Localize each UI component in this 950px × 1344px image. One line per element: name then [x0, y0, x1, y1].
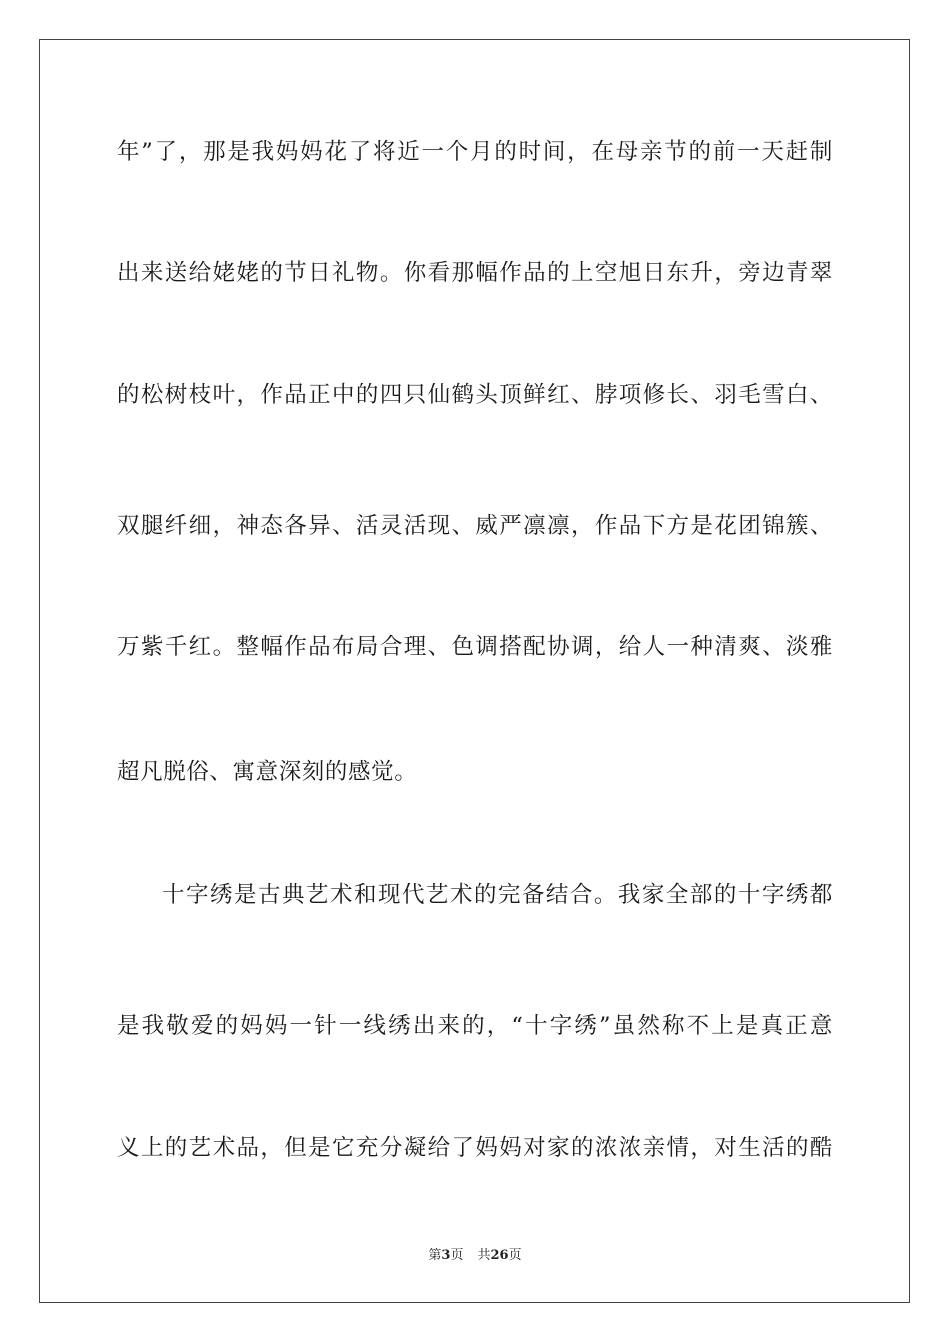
footer-page-number: 3: [441, 1248, 451, 1263]
text-line-2: 出来送给姥姥的节日礼物。你看那幅作品的上空旭日东升，旁边青翠: [117, 260, 833, 286]
footer-total-pages: 26: [490, 1248, 509, 1263]
text-line-5: 万紫千红。整幅作品布局合理、色调搭配协调，给人一种清爽、淡雅: [117, 634, 833, 660]
text-line-1: 年”了，那是我妈妈花了将近一个月的时间，在母亲节的前一天赶制: [117, 139, 833, 165]
footer-total-suffix: 页: [508, 1248, 522, 1263]
footer-page-suffix: 页: [450, 1248, 464, 1263]
text-line-6: 超凡脱俗、寓意深刻的感觉。: [117, 759, 418, 785]
footer-total-prefix: 共: [477, 1248, 491, 1263]
paragraph-2-line-2: 是我敬爱的妈妈一针一线绣出来的，“十字绣”虽然称不上是真正意: [117, 1013, 833, 1039]
text-line-3: 的松树枝叶，作品正中的四只仙鹤头顶鲜红、脖项修长、羽毛雪白、: [117, 382, 833, 408]
text-line-4: 双腿纤细，神态各异、活灵活现、威严凛凛，作品下方是花团锦簇、: [117, 513, 833, 539]
footer-prefix: 第: [428, 1248, 442, 1263]
page-footer: [0, 1247, 950, 1265]
paragraph-2-line-1: 十字绣是古典艺术和现代艺术的完备结合。我家全部的十字绣都: [162, 882, 833, 908]
paragraph-2-line-3: 义上的艺术品，但是它充分凝给了妈妈对家的浓浓亲情，对生活的酷: [117, 1135, 833, 1161]
page-border: [39, 39, 910, 1303]
